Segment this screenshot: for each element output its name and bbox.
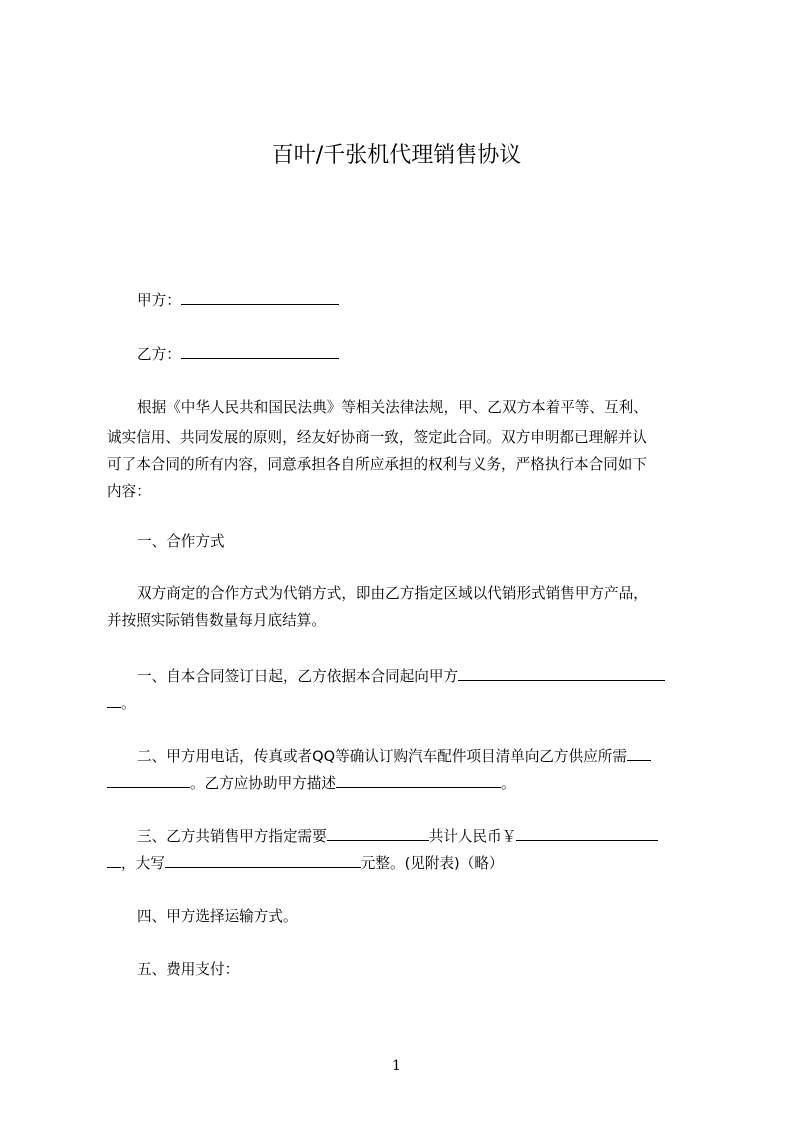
item-1-blank — [458, 666, 665, 681]
intro-line-4: 内容： — [107, 483, 151, 500]
item-3-blank-2 — [516, 826, 658, 841]
item-2-blank-1-cont — [107, 773, 190, 788]
party-a-line — [137, 290, 339, 311]
item-2-end: 。 — [500, 775, 516, 792]
item-3-line-2 — [107, 853, 504, 874]
item-3-line-1 — [137, 826, 658, 847]
item-4-line: 四、甲方选择运输方式。 — [137, 908, 298, 925]
item-3-text-b: 共计人民币￥ — [428, 828, 517, 845]
item-2-text-b: 。乙方应协助甲方描述 — [190, 775, 336, 792]
party-b-blank — [181, 344, 339, 359]
item-1-line-2 — [107, 693, 136, 714]
item-3-text-a: 三、乙方共销售甲方指定需要 — [137, 828, 327, 845]
item-3-blank-3 — [165, 853, 361, 868]
coop-line-2: 并按照实际销售数量每月底结算。 — [107, 612, 326, 629]
coop-line-1: 双方商定的合作方式为代销方式，即由乙方指定区域以代销形式销售甲方产品， — [137, 585, 648, 602]
party-b-line — [137, 344, 339, 365]
intro-line-2: 诚实信用、共同发展的原则，经友好协商一致，签定此合同。双方申明都已理解并认 — [107, 429, 647, 446]
item-2-blank-1 — [627, 746, 651, 761]
item-2-text: 二、甲方用电话，传真或者QQ等确认订购汽车配件项目清单向乙方供应所需 — [137, 748, 627, 765]
item-1-blank-cont — [107, 693, 121, 708]
item-1-end: 。 — [121, 695, 136, 712]
party-a-label: 甲方： — [137, 292, 181, 309]
item-3-blank-1 — [327, 826, 429, 841]
intro-line-3: 可了本合同的所有内容，同意承担各自所应承担的权利与义务，严格执行本合同如下 — [107, 456, 647, 473]
section-1-heading: 一、合作方式 — [137, 533, 225, 550]
party-b-label: 乙方： — [137, 346, 181, 363]
party-a-blank — [181, 290, 339, 305]
item-2-line-1 — [137, 746, 651, 767]
item-3-text-d: 元整。(见附表)（略） — [360, 855, 504, 872]
intro-line-1: 根据《中华人民共和国民法典》等相关法律法规，甲、乙双方本着平等、互利、 — [137, 399, 648, 416]
item-3-text-c: ，大写 — [121, 855, 165, 872]
item-5-line: 五、费用支付： — [137, 961, 240, 978]
item-3-blank-2-cont — [107, 853, 121, 868]
item-2-line-2 — [107, 773, 516, 794]
item-1-line-1 — [137, 666, 665, 687]
item-1-text: 一、自本合同签订日起，乙方依据本合同起向甲方 — [137, 668, 459, 685]
page-number: 1 — [392, 1058, 401, 1074]
document-title: 百叶/千张机代理销售协议 — [271, 143, 522, 168]
item-2-blank-2 — [336, 773, 501, 788]
